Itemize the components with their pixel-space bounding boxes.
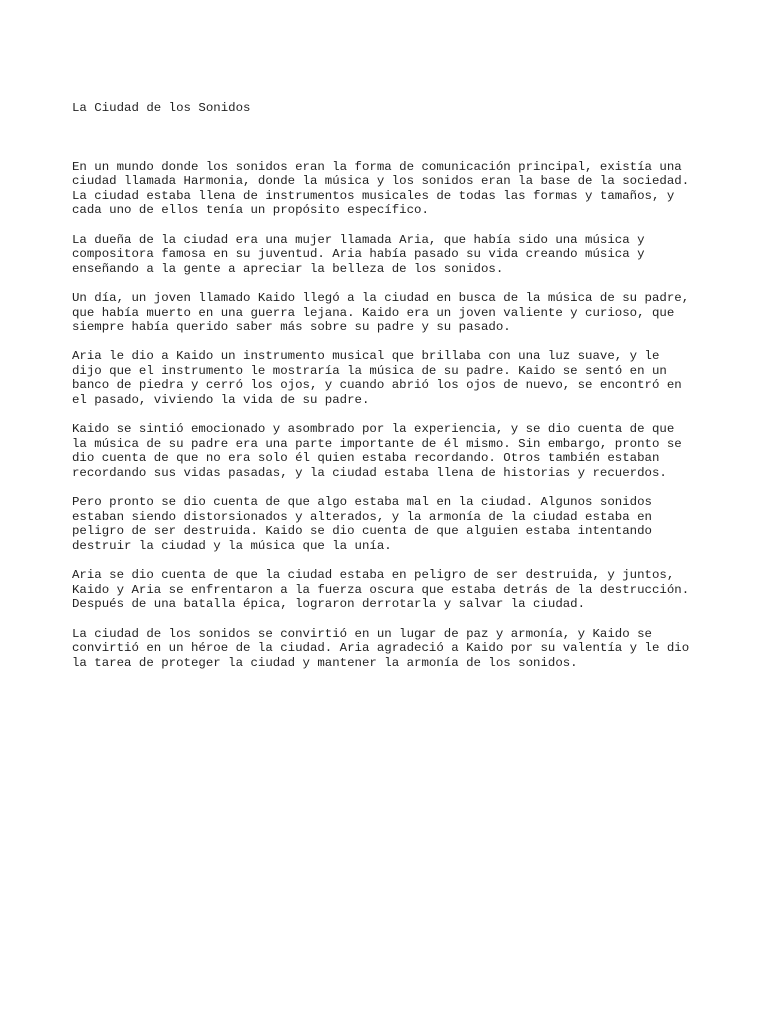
text-line: dijo que el instrumento le mostraría la música de su padre. Kaido se sentó en un [72,363,667,378]
document-body [72,160,712,671]
paragraph [72,495,712,553]
paragraph [72,160,712,218]
text-line: convirtió en un héroe de la ciudad. Aria agradeció a Kaido por su valentía y le dio [72,641,690,656]
paragraph [72,422,712,480]
text-line: banco de piedra y cerró los ojos, y cuando abrió los ojos de nuevo, se encontró en [72,378,682,393]
text-line: el pasado, viviendo la vida de su padre. [72,393,370,408]
text-line: Un día, un joven llamado Kaido llegó a la ciudad en busca de la música de su padre, [72,290,690,305]
text-line: ciudad llamada Harmonia, donde la música y los sonidos eran la base de la sociedad. [72,174,690,189]
document-page [72,72,712,700]
text-line: cada uno de ellos tenía un propósito específico. [72,203,429,218]
text-line: compositora famosa en su juventud. Aria había pasado su vida creando música y [72,247,645,262]
text-line: dio cuenta de que no era solo él quien estaba recordando. Otros también estaban [72,451,660,466]
text-line: La dueña de la ciudad era una mujer llamada Aria, que había sido una música y [72,232,645,247]
paragraph [72,233,712,277]
paragraph [72,627,712,671]
text-line: siempre había querido saber más sobre su padre y su pasado. [72,320,511,335]
text-line: Kaido y Aria se enfrentaron a la fuerza oscura que estaba detrás de la destrucción. [72,582,690,597]
text-line: que había muerto en una guerra lejana. Kaido era un joven valiente y curioso, que [72,305,675,320]
text-line: destruir la ciudad y la música que la unía. [72,539,392,553]
text-line: Kaido se sintió emocionado y asombrado por la experiencia, y se dio cuenta de que [72,422,675,437]
text-line: peligro de ser destruida. Kaido se dio cuenta de que alguien estaba intentando [72,524,652,539]
text-line: La ciudad de los sonidos se convirtió en un lugar de paz y armonía, y Kaido se [72,626,652,641]
text-line: Pero pronto se dio cuenta de que algo estaba mal en la ciudad. Algunos sonidos [72,495,652,510]
paragraph [72,291,712,335]
text-line: Después de una batalla épica, lograron derrotarla y salvar la ciudad. [72,597,586,612]
text-line: Aria le dio a Kaido un instrumento musical que brillaba con una luz suave, y le [72,349,660,364]
paragraph [72,349,712,407]
paragraph [72,568,712,612]
text-line: La ciudad estaba llena de instrumentos musicales de todas las formas y tamaños, y [72,188,675,203]
text-line: Aria se dio cuenta de que la ciudad estaba en peligro de ser destruida, y juntos, [72,568,675,583]
text-line: estaban siendo distorsionados y alterados, y la armonía de la ciudad estaba en [72,509,652,524]
text-line: la tarea de proteger la ciudad y mantener la armonía de los sonidos. [72,655,578,670]
text-line: enseñando a la gente a apreciar la belleza de los sonidos. [72,261,504,276]
text-line: recordando sus vidas pasadas, y la ciudad estaba llena de historias y recuerdos. [72,466,667,481]
text-line: En un mundo donde los sonidos eran la forma de comunicación principal, existía una [72,159,682,174]
text-line: la música de su padre era una parte importante de él mismo. Sin embargo, pronto se [72,436,682,451]
document-title: La Ciudad de los Sonidos [72,101,251,116]
